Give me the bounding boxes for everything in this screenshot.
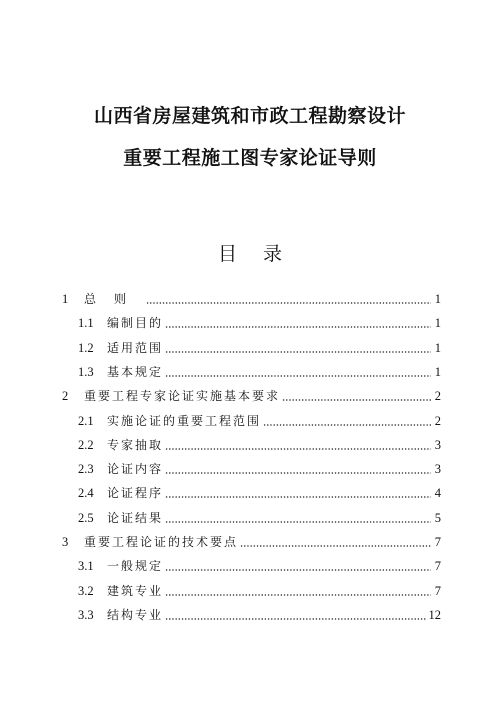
toc-entry-title: 论证程序 bbox=[107, 486, 164, 501]
toc-entry-title: 适用范围 bbox=[107, 340, 164, 355]
toc-entry-title: 实施论证的重要工程范围 bbox=[107, 413, 262, 428]
toc-heading bbox=[0, 242, 500, 266]
toc-entry-number: 3.1 bbox=[78, 559, 94, 574]
toc-entry[interactable] bbox=[78, 436, 441, 454]
toc-entry-page: 4 bbox=[434, 486, 441, 501]
toc-entry-title: 重要工程论证的技术要点 bbox=[84, 535, 239, 549]
toc-dot-leader bbox=[165, 326, 431, 328]
toc-entry-number: 1.3 bbox=[78, 364, 94, 379]
toc-entry-page: 1 bbox=[434, 340, 441, 355]
toc-entry-title: 结构专业 bbox=[107, 607, 164, 622]
toc-entry[interactable] bbox=[62, 387, 441, 405]
toc-dot-leader bbox=[165, 496, 431, 498]
toc-dot-leader bbox=[146, 302, 431, 304]
toc-entry-number: 3 bbox=[62, 535, 69, 549]
toc-dot-leader bbox=[165, 594, 431, 596]
toc-entry-page: 7 bbox=[434, 583, 441, 598]
toc-entry-title: 专家抽取 bbox=[107, 437, 164, 452]
toc-entry-title: 基本规定 bbox=[107, 364, 164, 379]
toc-entry-number: 2 bbox=[62, 389, 69, 404]
toc-entry-page: 2 bbox=[434, 413, 441, 428]
toc-entry[interactable] bbox=[78, 314, 441, 332]
toc-entry[interactable] bbox=[62, 290, 441, 308]
toc-entry-number: 2.5 bbox=[78, 510, 94, 525]
toc-dot-leader bbox=[165, 569, 431, 571]
toc-dot-leader bbox=[165, 521, 431, 523]
toc-entry[interactable] bbox=[78, 509, 441, 527]
toc-dot-leader bbox=[240, 545, 431, 547]
toc-dot-leader bbox=[165, 448, 431, 450]
toc-heading-char-1: 目 bbox=[217, 243, 237, 265]
toc-entry-page: 3 bbox=[434, 437, 441, 452]
toc-entry-page: 7 bbox=[434, 535, 441, 549]
toc-dot-leader bbox=[263, 424, 431, 426]
toc-entry-number: 2.1 bbox=[78, 413, 94, 428]
toc-entry-number: 2.4 bbox=[78, 486, 94, 501]
toc-entry-title: 总则 bbox=[84, 292, 145, 306]
toc-dot-leader bbox=[165, 472, 431, 474]
document-title-line-2: 重要工程施工图专家论证导则 bbox=[123, 147, 377, 169]
toc-entry-page: 1 bbox=[434, 364, 441, 379]
toc-entry-number: 1.1 bbox=[78, 316, 94, 331]
toc-dot-leader bbox=[165, 351, 431, 353]
toc-entry-title: 编制目的 bbox=[107, 316, 164, 331]
toc-entry-title: 一般规定 bbox=[107, 559, 164, 574]
toc-entry-number: 3.2 bbox=[78, 583, 94, 598]
toc-entry-page: 3 bbox=[434, 462, 441, 477]
toc-entry-title: 重要工程专家论证实施基本要求 bbox=[84, 389, 281, 404]
toc-entry-title: 论证内容 bbox=[107, 462, 164, 477]
toc-entry[interactable] bbox=[78, 582, 441, 600]
toc-entry-page: 5 bbox=[434, 510, 441, 525]
toc-entry-page: 7 bbox=[434, 559, 441, 574]
toc-dot-leader bbox=[165, 618, 426, 620]
toc-entry[interactable] bbox=[78, 606, 441, 624]
toc-entry[interactable] bbox=[62, 533, 441, 551]
toc-entry-number: 1 bbox=[62, 292, 69, 306]
toc-dot-leader bbox=[165, 375, 431, 377]
toc-entry-number: 1.2 bbox=[78, 340, 94, 355]
toc-entry-number: 3.3 bbox=[78, 607, 94, 622]
toc-entry-page: 12 bbox=[428, 607, 441, 622]
toc-entry-number: 2.3 bbox=[78, 462, 94, 477]
toc-dot-leader bbox=[282, 399, 431, 401]
toc-entry-page: 1 bbox=[434, 316, 441, 331]
toc-entry[interactable] bbox=[78, 557, 441, 575]
toc-entry[interactable] bbox=[78, 339, 441, 357]
toc-heading-char-2: 录 bbox=[263, 243, 283, 265]
toc-entry-page: 1 bbox=[434, 292, 441, 306]
toc-entry[interactable] bbox=[78, 484, 441, 502]
toc-entry[interactable] bbox=[78, 460, 441, 478]
toc-entry[interactable] bbox=[78, 412, 441, 430]
toc-entry-title: 建筑专业 bbox=[107, 583, 164, 598]
toc-entry-number: 2.2 bbox=[78, 437, 94, 452]
document-title-line-1: 山西省房屋建筑和市政工程勘察设计 bbox=[93, 105, 406, 127]
toc-entry[interactable] bbox=[78, 363, 441, 381]
toc-entry-page: 2 bbox=[434, 389, 441, 404]
toc-entry-title: 论证结果 bbox=[107, 510, 164, 525]
